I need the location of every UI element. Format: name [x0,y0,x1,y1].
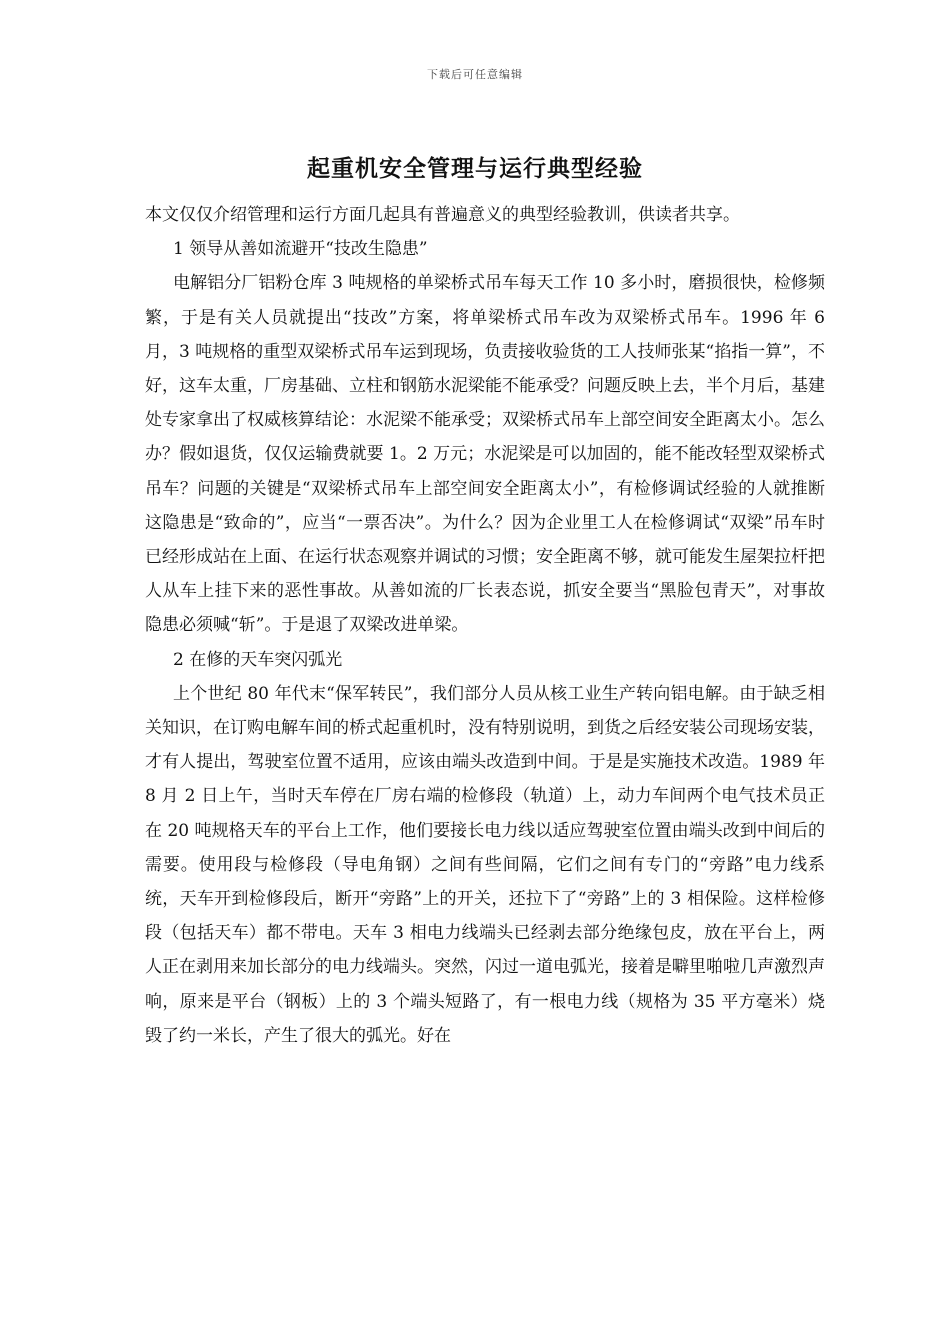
section-1-paragraph: 电解铝分厂铝粉仓库 3 吨规格的单梁桥式吊车每天工作 10 多小时，磨损很快，检修频繁，于是有关人员就提出“技改”方案，将单梁桥式吊车改为双梁桥式吊车。1996 年 6 月，3 吨规格的重型双梁桥式吊车运到现场，负责接收验货的工人技师张某“掐指一算”，不好，这车太重，厂房基础、立柱和钢筋水泥梁能不能承受？问题反映上去，半个月后，基建处专家拿出了权威核算结论：水泥梁不能承受；双梁桥式吊车上部空间安全距离太小。怎么办？假如退货，仅仅运输费就要 1。2 万元；水泥梁是可以加固的，能不能改轻型双梁桥式吊车？问题的关键是“双梁桥式吊车上部空间安全距离太小”，有检修调试经验的人就推断这隐患是“致命的”，应当“一票否决”。为什么？因为企业里工人在检修调试“双梁”吊车时已经形成站在上面、在运行状态观察并调试的习惯；安全距离不够，就可能发生屋架拉杆把人从车上挂下来的恶性事故。从善如流的厂长表态说，抓安全要当“黑脸包青天”，对事故隐患必须喊“斩”。于是退了双梁改进单梁。 [145,273,825,636]
document-title: 起重机安全管理与运行典型经验 [307,155,643,182]
section-2-paragraph: 上个世纪 80 年代末“保军转民”，我们部分人员从核工业生产转向铝电解。由于缺乏相关知识，在订购电解车间的桥式起重机时，没有特别说明，到货之后经安装公司现场安装，才有人提出，驾驶室位置不适用，应该由端头改造到中间。于是是实施技术改造。1989 年 8 月 2 日上午，当时天车停在厂房右端的检修段（轨道）上，动力车间两个电气技术员正在 20 吨规格天车的平台上工作，他们要接长电力线以适应驾驶室位置由端头改到中间后的需要。使用段与检修段（导电角钢）之间有些间隔，它们之间有专门的“旁路”电力线系统，天车开到检修段后，断开“旁路”上的开关，还拉下了“旁路”上的 3 相保险。这样检修段（包括天车）都不带电。天车 3 相电力线端头已经剥去部分绝缘包皮，放在平台上，两人正在剥用来加长部分的电力线端头。突然，闪过一道电弧光，接着是噼里啪啦几声激烈声响，原来是平台（钢板）上的 3 个端头短路了，有一根电力线（规格为 35 平方毫米）烧毁了约一米长，产生了很大的弧光。好在 [145,683,825,1046]
intro-paragraph: 本文仅仅介绍管理和运行方面几起具有普遍意义的典型经验教训，供读者共享。 [145,205,740,225]
document-body [145,198,825,1053]
section-2-heading: 2 在修的天车突闪弧光 [173,649,343,670]
section-1-heading: 1 领导从善如流避开“技改生隐患” [173,239,428,260]
header-note: 下载后可任意编辑 [427,68,523,81]
